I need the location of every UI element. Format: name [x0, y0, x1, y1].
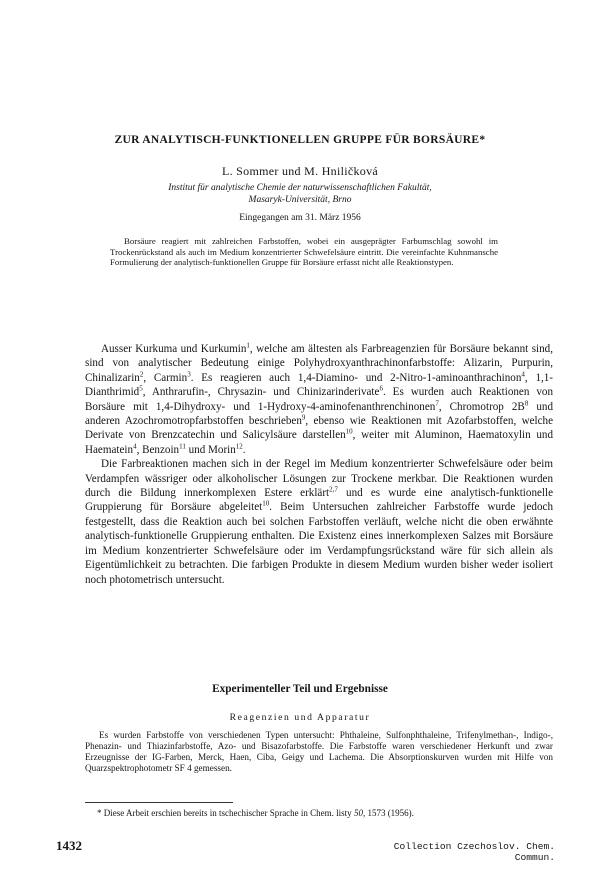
footnote: * Diese Arbeit erschien bereits in tschechischer Sprache in Chem. listy 50, 1573 (1956). — [97, 808, 414, 818]
journal-running-footer: Collection Czechoslov. Chem. Commun. — [393, 841, 555, 863]
body-paragraph-1: Ausser Kurkuma und Kurkumin$^1$, welche am ältesten als Farbreagenzien für Borsäure bekannt sind, sind von analytischer Bedeutung einige Polyhydroxyanthrachinonfarbstoffe: Alizarin, Purpurin, Chinalizarin$^2$, Carmin$^3$. Es reagieren auch 1,4-Diamino- und 2-Nitro-1-aminoanthrachinon$^4$, 1,1-Dianthrimid$^5$, Anthrarufin-, Chrysazin- und Chinizarinderivate$^6$. Es wurden auch Reaktionen von Borsäure mit 1,4-Dihydroxy- und 1-Hydroxy-4-aminofenanthrenchinonen$^7$, Chromotrop $2B^8$ und anderen Azochromotropfarbstoffen beschrieben$^9$, ebenso wie Reaktionen mit Azofarbstoffen, welche Derivate von Brenzcatechin und Salicylsäure darstellen$^{10}$, weiter mit Aluminon, Haematoxylin und Haematein$^4$, Benzoin$^{11}$ und Morin$^{12}$. — [85, 341, 554, 456]
reference-mark: 10 — [345, 427, 353, 436]
reference-mark: 6 — [379, 384, 383, 393]
reference-mark: 5 — [139, 384, 143, 393]
author-line: L. Sommer und M. Hniličková — [221, 164, 379, 178]
reference-mark: 11 — [179, 442, 186, 451]
affiliation-line-2: Masaryk-Universität, Brno — [248, 195, 352, 205]
reference-mark: 7 — [435, 398, 439, 407]
reference-mark: 2 — [139, 370, 144, 379]
reference-mark: 4 — [133, 442, 137, 451]
section-heading: Experimenteller Teil und Ergebnisse — [212, 683, 388, 695]
reference-mark: 2,7 — [329, 485, 338, 494]
reference-mark: 10 — [262, 499, 270, 508]
reference-mark: 9 — [301, 413, 306, 422]
experimental-paragraph: Es wurden Farbstoffe von verschiedenen Typen untersucht: Phthaleine, Sulfonphthaleine, Trifenylmethan-, Indigo-, Phenazin- und Thiazinfarbstoffe, Azo- und Bisazofarbstoffe. Die Farbstoffe waren verschiedener Herkunft und zwar Erzeugnisse der IG-Farben, Merck, Haen, Ciba, Geigy und Lachema. Die Absorptionskurven wurden mit Hilfe von Quarzspektrophotometr SF 4 gemessen. — [85, 730, 553, 773]
received-date: Eingegangen am 31. März 1956 — [239, 213, 361, 223]
paper-title: ZUR ANALYTISCH-FUNKTIONELLEN GRUPPE FÜR BORSÄURE* — [114, 134, 486, 146]
reference-mark: 12 — [235, 442, 243, 451]
footnote-volume: 50, — [353, 808, 366, 818]
footnote-divider — [85, 802, 233, 803]
main-body — [85, 342, 553, 587]
reference-mark: 3 — [187, 370, 191, 379]
affiliation-line-1: Institut für analytische Chemie der naturwissenschaftlichen Fakultät, — [168, 183, 432, 193]
subsection-heading: Reagenzien und Apparatur — [229, 712, 371, 723]
reference-mark: 1 — [246, 341, 250, 350]
reference-mark: 8 — [524, 398, 529, 407]
reference-mark: 4 — [521, 370, 525, 379]
body-paragraph-2: Die Farbreaktionen machen sich in der Regel im Medium konzentrierter Schwefelsäure oder beim Verdampfen wässriger oder alkoholischer Lösungen zur Trockene merkbar. Die Reaktionen wurden durch die Bildung innerkomplexen Estere erklärt$^{2,7}$ und es wurde eine analytisch-funktionelle Gruppierung für Borsäure abgeleitet$^{10}$. Beim Untersuchen zahlreicher Farbstoffe wurde jedoch festgestellt, dass die Reaktion auch bei solchen Farbstoffen verläuft, welche nicht die oben erwähnte analytisch-funktionelle Gruppierung enthalten. Die Existenz eines innerkomplexen Salzes mit Borsäure im Medium konzentrierter Schwefelsäure oder im Verdampfungsrückstand wäre für sich allein als Eigentümlichkeit zu betrachten. Die farbigen Produkte in diesem Medium wurden bisher weder isoliert noch photometrisch untersucht. — [85, 458, 553, 586]
abstract: Borsäure reagiert mit zahlreichen Farbstoffen, wobei ein ausgeprägter Farbumschlag sowohl im Trockenrückstand als auch im Medium konzentrierter Schwefelsäure eintritt. Die vereinfachte Kuhnmansche Formulierung der analytisch-funktionellen Gruppe für Borsäure erfasst nicht alle Reaktionstypen. — [110, 236, 498, 268]
page-number: 1432 — [56, 838, 82, 853]
